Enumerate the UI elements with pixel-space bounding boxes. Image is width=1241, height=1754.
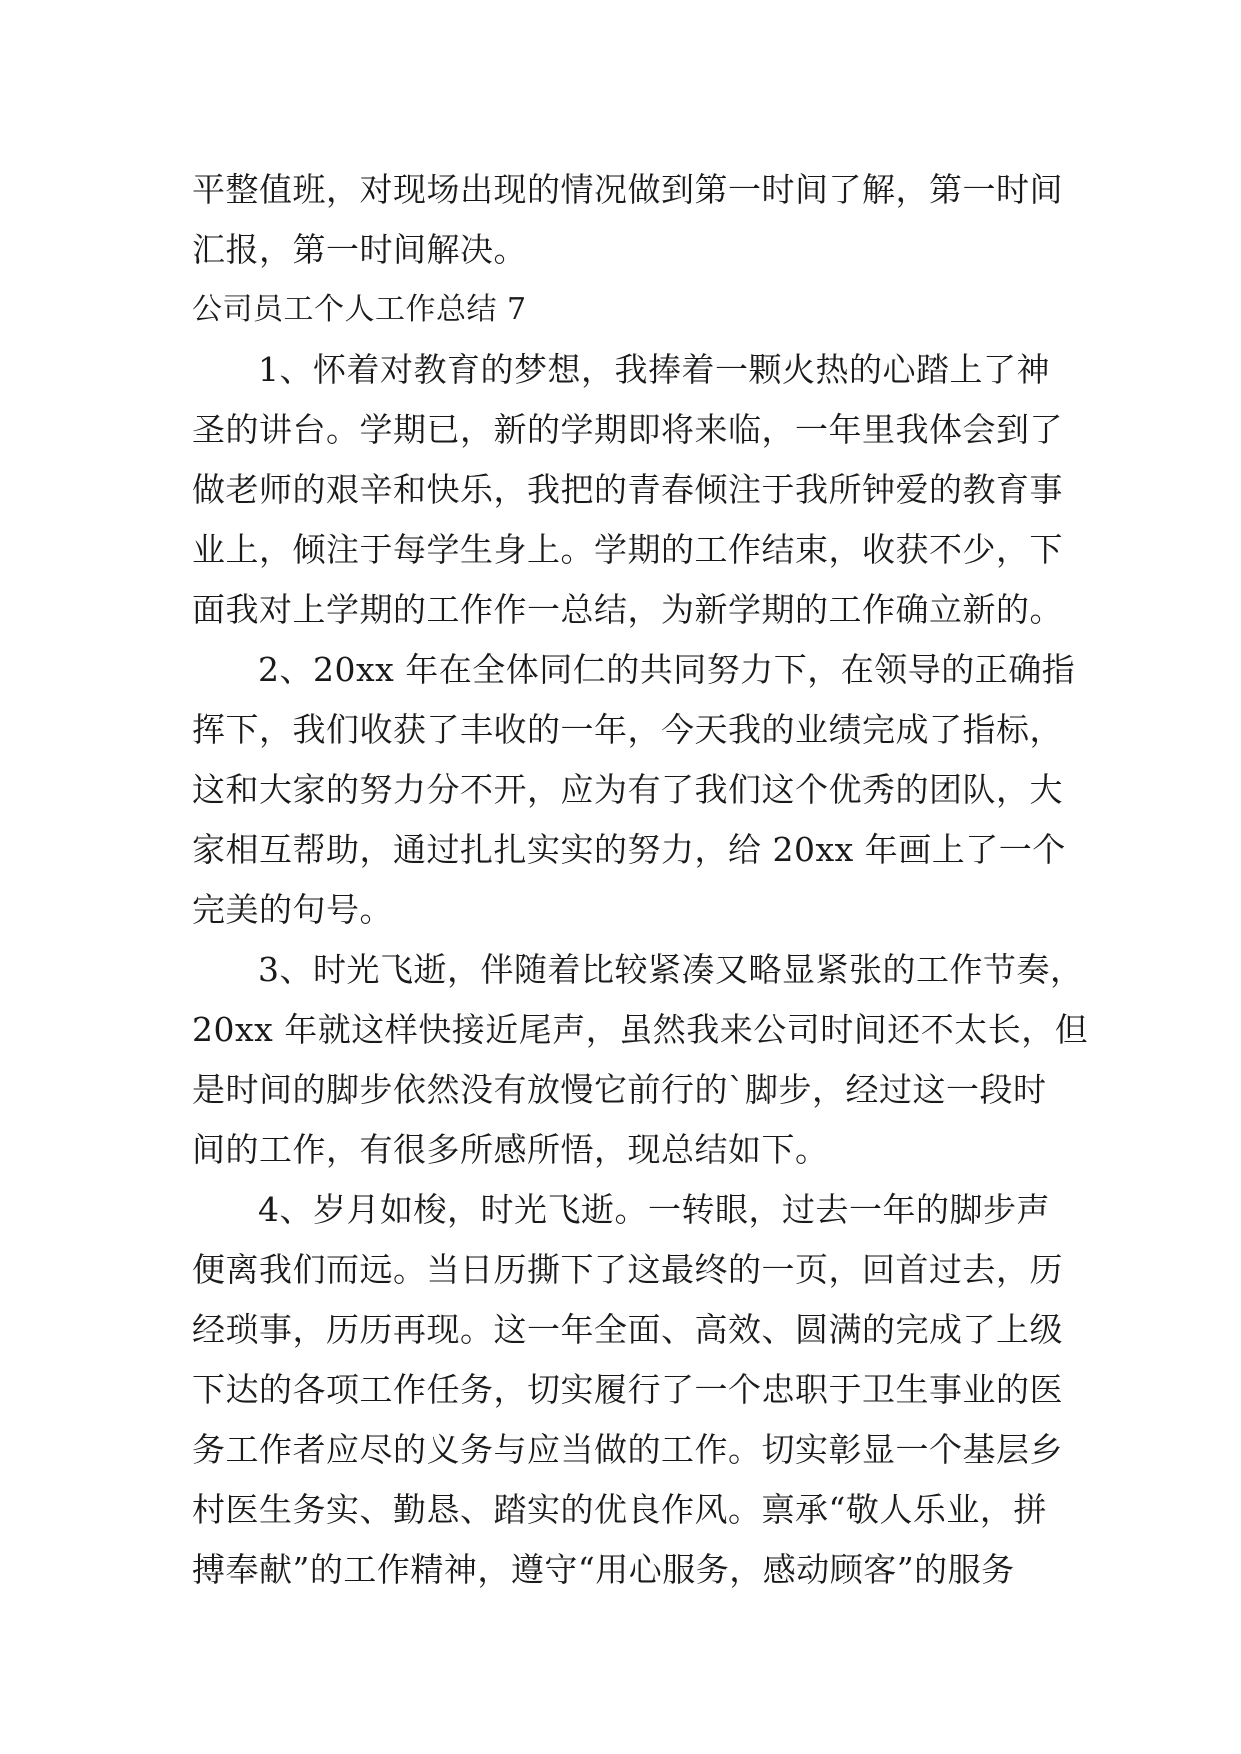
paragraph-first-line: 1、怀着对教育的梦想，我捧着一颗火热的心踏上了神 [258, 350, 1050, 389]
paragraph-first-line: 3、时光飞逝，伴随着比较紧凑又略显紧张的工作节奏， [258, 950, 1084, 989]
text-line: 务工作者应尽的义务与应当做的工作。切实彰显一个基层乡 [192, 1430, 1063, 1469]
text-line: 圣的讲台。学期已，新的学期即将来临，一年里我体会到了 [192, 410, 1063, 449]
text-line: 平整值班，对现场出现的情况做到第一时间了解，第一时间 [192, 170, 1063, 209]
text-line: 经琐事，历历再现。这一年全面、高效、圆满的完成了上级 [192, 1310, 1063, 1349]
paragraph-first-line: 4、岁月如梭，时光飞逝。一转眼，过去一年的脚步声 [258, 1190, 1050, 1229]
text-line: 村医生务实、勤恳、踏实的优良作风。禀承“敬人乐业，拼 [192, 1490, 1047, 1529]
text-line: 下达的各项工作任务，切实履行了一个忠职于卫生事业的医 [192, 1370, 1063, 1409]
text-line: 面我对上学期的工作作一总结，为新学期的工作确立新的。 [192, 590, 1063, 629]
text-line: 汇报，第一时间解决。 [192, 230, 527, 269]
text-line: 搏奉献”的工作精神，遵守“用心服务，感动顾客”的服务 [192, 1550, 1015, 1589]
text-line: 这和大家的努力分不开，应为有了我们这个优秀的团队，大 [192, 770, 1063, 809]
paragraph-first-line: 2、20xx 年在全体同仁的共同努力下，在领导的正确指 [258, 650, 1076, 689]
text-line: 20xx 年就这样快接近尾声，虽然我来公司时间还不太长，但 [192, 1010, 1089, 1049]
text-line: 业上，倾注于每学生身上。学期的工作结束，收获不少，下 [192, 530, 1063, 569]
text-line: 做老师的艰辛和快乐，我把的青春倾注于我所钟爱的教育事 [192, 470, 1063, 509]
section-heading: 公司员工个人工作总结 7 [192, 292, 527, 327]
text-line: 完美的句号。 [192, 890, 393, 929]
text-line: 便离我们而远。当日历撕下了这最终的一页，回首过去，历 [192, 1250, 1063, 1289]
text-line: 家相互帮助，通过扎扎实实的努力，给 20xx 年画上了一个 [192, 830, 1066, 869]
text-line: 挥下，我们收获了丰收的一年，今天我的业绩完成了指标， [192, 710, 1063, 749]
text-line: 是时间的脚步依然没有放慢它前行的`脚步，经过这一段时 [192, 1070, 1047, 1109]
document-body [192, 160, 1089, 1600]
text-line: 间的工作，有很多所感所悟，现总结如下。 [192, 1130, 829, 1169]
